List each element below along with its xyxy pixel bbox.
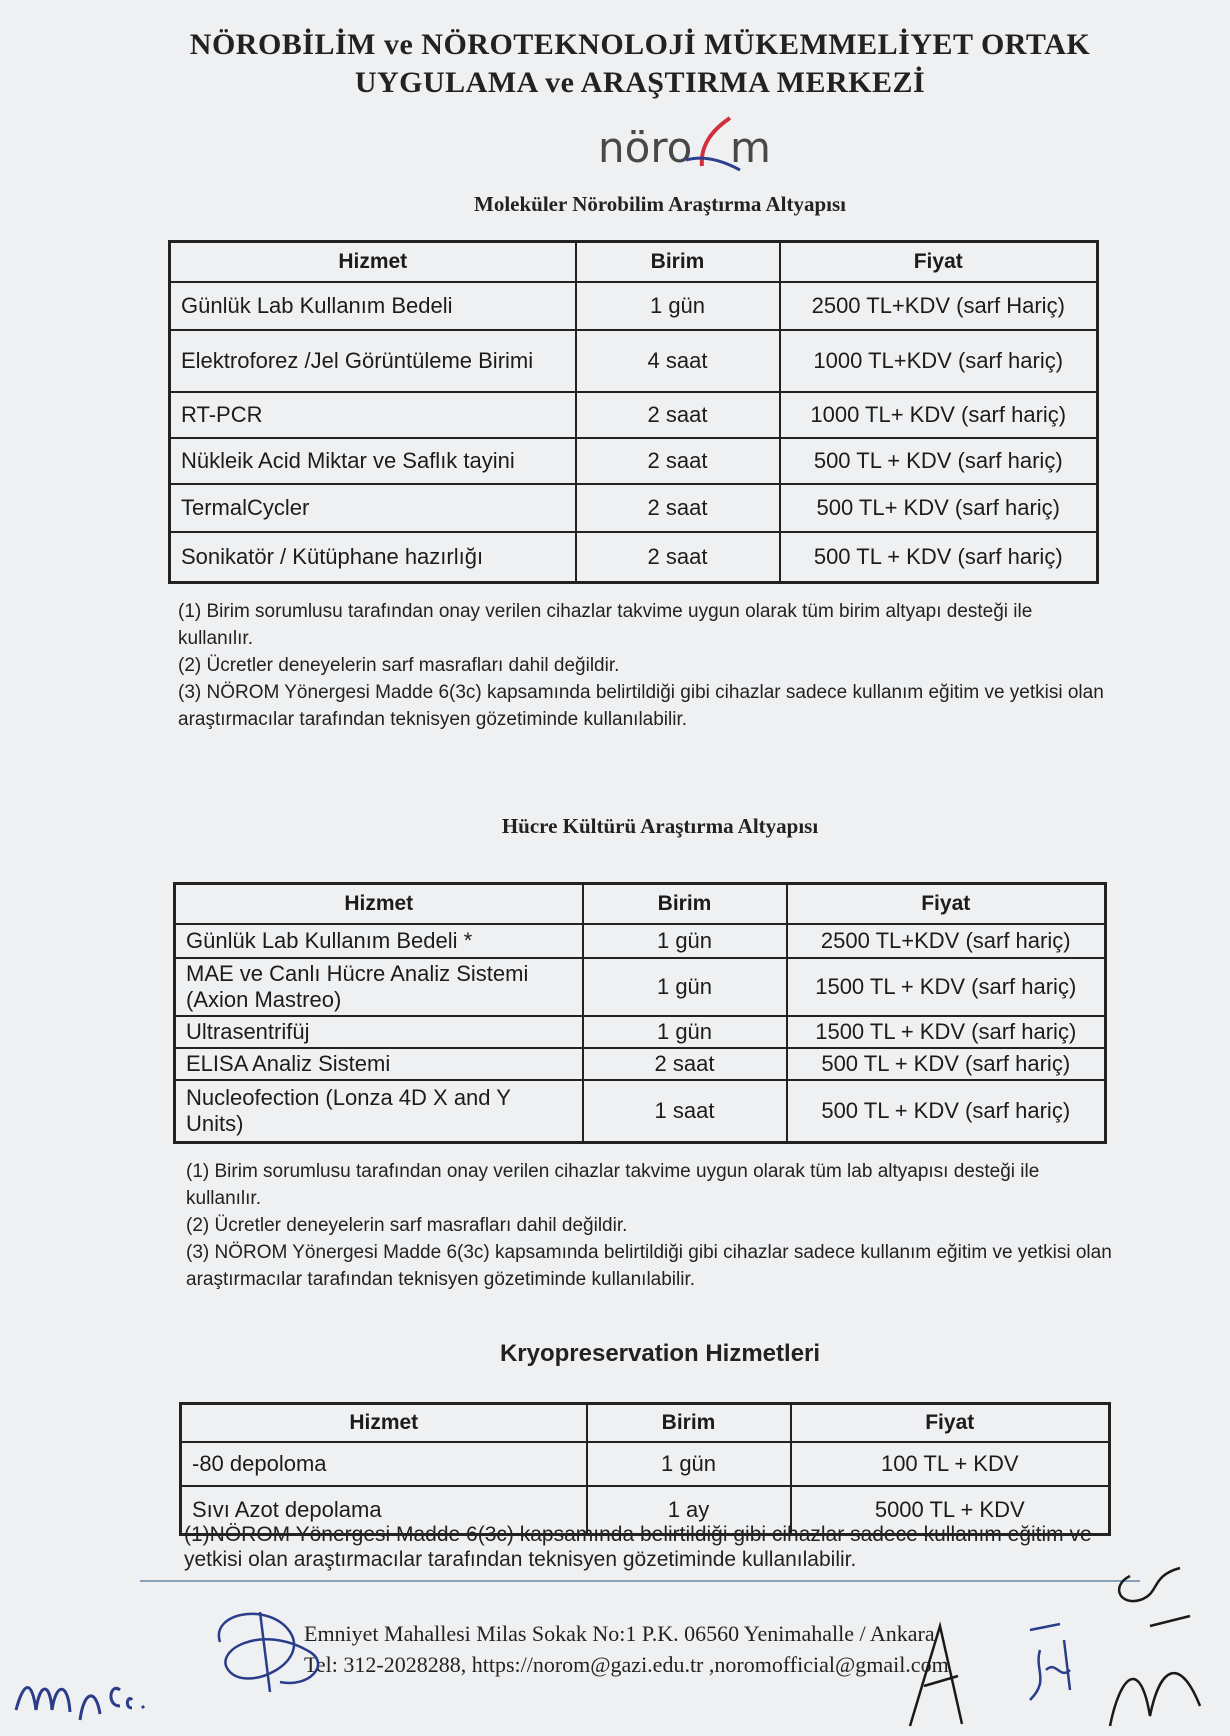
service-cell: Nükleik Acid Miktar ve Saflık tayini <box>170 438 576 484</box>
header-service: Hizmet <box>170 242 576 283</box>
molecular-price-table <box>168 240 1099 584</box>
table-row <box>181 1442 1110 1486</box>
unit-cell: 1 gün <box>587 1442 791 1486</box>
signature-scribble <box>200 1592 350 1702</box>
signature-initials-1 <box>10 1620 200 1730</box>
service-cell: Ultrasentrifüj <box>175 1016 583 1048</box>
header-price: Fiyat <box>780 242 1098 283</box>
service-cell: MAE ve Canlı Hücre Analiz Sistemi (Axion Mastreo) <box>175 958 583 1016</box>
cryo-price-table <box>179 1402 1111 1536</box>
price-cell: 1000 TL+ KDV (sarf hariç) <box>780 392 1098 438</box>
unit-cell: 1 gün <box>583 924 787 958</box>
table-header-row <box>170 242 1098 283</box>
table-header-row <box>181 1404 1110 1443</box>
note-item: (1) Birim sorumlusu tarafından onay verilen cihazlar takvime uygun olarak tüm lab altyapısı desteği ile kullanılır. <box>186 1161 1040 1209</box>
service-cell: Günlük Lab Kullanım Bedeli * <box>175 924 583 958</box>
service-cell: Günlük Lab Kullanım Bedeli <box>170 282 576 330</box>
note-item: (2) Ücretler deneyelerin sarf masrafları dahil değildir. <box>178 655 620 676</box>
logo-wordmark: nöro <box>598 123 693 172</box>
cell-culture-price-table <box>173 882 1107 1144</box>
service-cell: Elektroforez /Jel Görüntüleme Birimi <box>170 330 576 392</box>
section3-notes <box>184 1522 1114 1572</box>
note-item: (2) Ücretler deneyelerin sarf masrafları dahil değildir. <box>186 1215 628 1236</box>
unit-cell: 2 saat <box>576 438 780 484</box>
unit-cell: 1 ay <box>587 1486 791 1534</box>
price-cell: 2500 TL+KDV (sarf hariç) <box>787 924 1106 958</box>
table-row <box>170 330 1098 392</box>
unit-cell: 4 saat <box>576 330 780 392</box>
price-cell: 100 TL + KDV <box>791 1442 1110 1486</box>
header-unit: Birim <box>587 1404 791 1443</box>
norom-logo <box>590 112 770 182</box>
table-row <box>170 532 1098 582</box>
note-item: (3) NÖROM Yönergesi Madde 6(3c) kapsamında belirtildiği gibi cihazlar sadece kullanım eğitim ve yetkisi olan araştırmacılar tarafından teknisyen gözetiminde kullanılabilir. <box>186 1242 1112 1290</box>
price-cell: 1500 TL + KDV (sarf hariç) <box>787 1016 1106 1048</box>
header-price: Fiyat <box>791 1404 1110 1443</box>
table-row <box>175 1016 1106 1048</box>
table-row <box>175 1080 1106 1142</box>
header-unit: Birim <box>576 242 780 283</box>
unit-cell: 2 saat <box>576 532 780 582</box>
unit-cell: 1 gün <box>583 958 787 1016</box>
table-header-row <box>175 884 1106 925</box>
table-row <box>175 924 1106 958</box>
footer-address: Emniyet Mahallesi Milas Sokak No:1 P.K. 06560 Yenimahalle / Ankara <box>304 1621 935 1646</box>
price-cell: 500 TL + KDV (sarf hariç) <box>787 1048 1106 1080</box>
signature-a <box>900 1606 1020 1736</box>
price-cell: 500 TL+ KDV (sarf hariç) <box>780 484 1098 532</box>
service-cell: -80 depoloma <box>181 1442 587 1486</box>
section2-title: Hücre Kültürü Araştırma Altyapısı <box>501 814 819 838</box>
price-cell: 5000 TL + KDV <box>791 1486 1110 1534</box>
price-cell: 2500 TL+KDV (sarf Hariç) <box>780 282 1098 330</box>
footer-divider <box>140 1580 1140 1582</box>
unit-cell: 1 saat <box>583 1080 787 1142</box>
price-cell: 500 TL + KDV (sarf hariç) <box>780 532 1098 582</box>
svg-text:m: m <box>730 123 770 172</box>
unit-cell: 2 saat <box>583 1048 787 1080</box>
table-row <box>175 958 1106 1016</box>
price-cell: 1500 TL + KDV (sarf hariç) <box>787 958 1106 1016</box>
service-cell: RT-PCR <box>170 392 576 438</box>
table-row <box>170 438 1098 484</box>
section1-notes <box>178 598 1108 733</box>
service-cell: TermalCycler <box>170 484 576 532</box>
unit-cell: 2 saat <box>576 392 780 438</box>
section2-notes <box>186 1158 1116 1293</box>
note-item: (3) NÖROM Yönergesi Madde 6(3c) kapsamında belirtildiği gibi cihazlar sadece kullanım eğitim ve yetkisi olan araştırmacılar tarafından teknisyen gözetiminde kullanılabilir. <box>178 682 1104 730</box>
section3-title: Kryopreservation Hizmetleri <box>499 1340 821 1367</box>
signature-mt <box>1010 1610 1100 1710</box>
table-row <box>170 282 1098 330</box>
unit-cell: 1 gün <box>576 282 780 330</box>
price-cell: 1000 TL+KDV (sarf hariç) <box>780 330 1098 392</box>
center-title-line2: UYGULAMA ve ARAŞTIRMA MERKEZİ <box>354 66 926 99</box>
note-item: (1) Birim sorumlusu tarafından onay verilen cihazlar takvime uygun olarak tüm birim altyapı desteği ile kullanılır. <box>178 601 1033 649</box>
table-row <box>175 1048 1106 1080</box>
unit-cell: 1 gün <box>583 1016 787 1048</box>
table-row <box>170 484 1098 532</box>
price-cell: 500 TL + KDV (sarf hariç) <box>787 1080 1106 1142</box>
service-cell: ELISA Analiz Sistemi <box>175 1048 583 1080</box>
header-unit: Birim <box>583 884 787 925</box>
unit-cell: 2 saat <box>576 484 780 532</box>
logo-swoosh-icon <box>590 112 770 182</box>
signature-right <box>1090 1556 1228 1732</box>
service-cell: Sıvı Azot depolama <box>181 1486 587 1534</box>
price-cell: 500 TL + KDV (sarf hariç) <box>780 438 1098 484</box>
footer-contact: Tel: 312-2028288, https://norom@gazi.edu.tr ,noromofficial@gmail.com <box>304 1652 949 1677</box>
header-service: Hizmet <box>181 1404 587 1443</box>
service-cell: Sonikatör / Kütüphane hazırlığı <box>170 532 576 582</box>
note-item: (1)NÖROM Yönergesi Madde 6(3c) kapsamında belirtildiği gibi cihazlar sadece kullanım eğitim ve yetkisi olan araştırmacılar tarafından teknisyen gözetiminde kullanılabilir. <box>184 1523 1092 1571</box>
service-cell: Nucleofection (Lonza 4D X and Y Units) <box>175 1080 583 1142</box>
header-service: Hizmet <box>175 884 583 925</box>
table-row <box>170 392 1098 438</box>
header-price: Fiyat <box>787 884 1106 925</box>
center-title-line1: NÖROBİLİM ve NÖROTEKNOLOJİ MÜKEMMELİYET ORTAK <box>189 28 1091 61</box>
section1-title: Moleküler Nörobilim Araştırma Altyapısı <box>474 192 846 216</box>
